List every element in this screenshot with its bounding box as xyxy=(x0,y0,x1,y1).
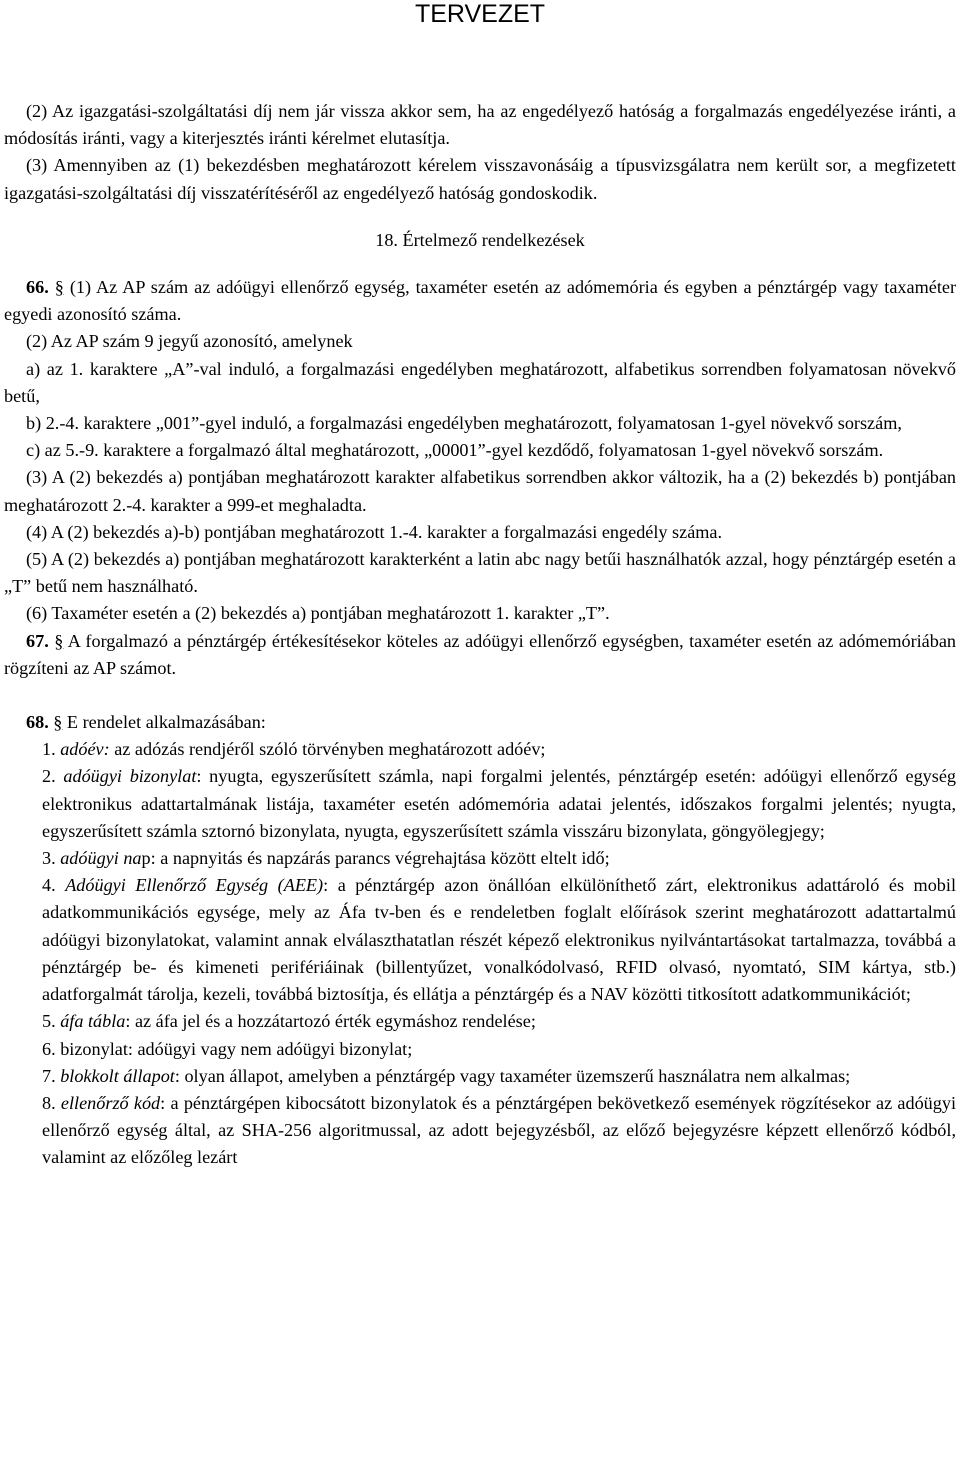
page-header-title: TERVEZET xyxy=(414,0,546,28)
definition-number: 7. xyxy=(42,1065,61,1086)
definition-number: 3. xyxy=(42,848,61,869)
section-66-paragraph-1 xyxy=(4,274,956,328)
definition-term: adóügyi na xyxy=(60,848,142,869)
section-66-number: 66. xyxy=(26,277,49,298)
definition-text: : olyan állapot, amelyben a pénztárgép vagy taxaméter üzemszerű használatra nem alkalmas; xyxy=(174,1065,851,1086)
section-68-number: 68. xyxy=(26,712,49,733)
definition-number: 4. xyxy=(42,875,66,896)
definition-number: 5. xyxy=(42,1011,61,1032)
definition-text: : az áfa jel és a hozzátartozó érték egymáshoz rendelése; xyxy=(125,1011,536,1032)
definition-text: : nyugta, egyszerűsített számla, napi forgalmi jelentés, pénztárgép esetén: adóügyi ellenőrző egység elektronikus adattartalmának listája, taxaméter esetén adómemória adatai jelentés, időszakos forgalmi jelentés; nyugta, egyszerűsített számla sztornó bizonylata, nyugta, egyszerűsített számla visszáru bizonylata, göngyölegjegy; xyxy=(42,766,956,841)
definition-term: áfa tábla xyxy=(60,1011,126,1032)
definition-text: bizonylat: adóügyi vagy nem adóügyi bizonylat; xyxy=(60,1038,413,1059)
section-66-paragraph-5: (5) A (2) bekezdés a) pontjában meghatározott karakterként a latin abc nagy betűi használhatók azzal, hogy pénztárgép esetén a „T” betű nem használható. xyxy=(4,549,956,597)
definition-term: blokkolt állapot xyxy=(60,1065,175,1086)
section-66-point-a: a) az 1. karaktere „A”-val induló, a forgalmazási engedélyben meghatározott, alfabetikus sorrendben folyamatosan növekvő betű, xyxy=(4,358,956,406)
section-66-paragraph-6: (6) Taxaméter esetén a (2) bekezdés a) pontjában meghatározott 1. karakter „T”. xyxy=(26,603,610,624)
section-66-sign: § xyxy=(54,277,64,298)
section-heading: 18. Értelmező rendelkezések xyxy=(375,229,585,250)
section-66-paragraph-2: (2) Az AP szám 9 jegyű azonosító, amelynek xyxy=(26,331,353,352)
definition-term: Adóügyi Ellenőrző Egység (AEE) xyxy=(65,875,324,896)
section-66-point-c: c) az 5.-9. karaktere a forgalmazó által meghatározott, „00001”-gyel kezdődő, folyamatosan 1-gyel növekvő sorszám. xyxy=(26,440,884,461)
section-67-sign: § xyxy=(54,630,64,651)
definition-text: p: a napnyitás és napzárás parancs végrehajtása között eltelt idő; xyxy=(141,848,610,869)
section-66-point-b: b) 2.-4. karaktere „001”-gyel induló, a forgalmazási engedélyben meghatározott, folyamatosan 1-gyel növekvő sorszám, xyxy=(26,413,902,434)
paragraph-fee-not-refunded: (2) Az igazgatási-szolgáltatási díj nem jár vissza akkor sem, ha az engedélyező hatóság a forgalmazás engedélyezése iránti, a módosítás iránti, vagy a kiterjesztés iránti kérelmet elutasítja. xyxy=(4,101,956,149)
definition-item xyxy=(4,1008,956,1035)
definition-item xyxy=(4,1036,956,1063)
section-66-paragraph-3: (3) A (2) bekezdés a) pontjában meghatározott karakter alfabetikus sorrendben akkor változik, ha a (2) bekezdés b) pontjában meghatározott 2.-4. karakter a 999-et meghaladta. xyxy=(4,467,956,515)
definition-text: az adózás rendjéről szóló törvényben meghatározott adóév; xyxy=(109,739,546,760)
section-68-sign: § xyxy=(53,712,63,733)
definition-item xyxy=(4,763,956,845)
definition-term: ellenőrző kód xyxy=(60,1092,161,1113)
section-68-intro-text: E rendelet alkalmazásában: xyxy=(62,712,266,733)
definition-number: 1. xyxy=(42,739,61,760)
section-68-intro xyxy=(4,709,956,736)
definition-item xyxy=(4,1090,956,1172)
section-67-paragraph xyxy=(4,628,956,682)
paragraph-fee-refund: (3) Amennyiben az (1) bekezdésben meghatározott kérelem visszavonásáig a típusvizsgálatra nem került sor, a megfizetett igazgatási-szolgáltatási díj visszatérítéséről az engedélyező hatóság gondoskodik. xyxy=(4,155,956,203)
section-66-paragraph-4: (4) A (2) bekezdés a)-b) pontjában meghatározott 1.-4. karakter a forgalmazási engedély száma. xyxy=(26,521,723,542)
definition-term: adóév: xyxy=(60,739,110,760)
definition-text: : a pénztárgépen kibocsátott bizonylatok és a pénztárgépen bekövetkező események rögzítésekor az adóügyi ellenőrző egység által, az SHA-256 algoritmussal, az adott bejegyzésből, az előző bejegyzésre képzett ellenőrző kódból, valamint az előzőleg lezárt xyxy=(42,1092,957,1168)
definition-item xyxy=(4,872,956,1008)
section-67-text: A forgalmazó a pénztárgép értékesítésekor köteles az adóügyi ellenőrző egységben, taxaméter esetén az adómemóriában rögzíteni az AP számot. xyxy=(4,630,957,678)
section-66-text-1: (1) Az AP szám az adóügyi ellenőrző egység, taxaméter esetén az adómemória és egyben a pénztárgép vagy taxaméter egyedi azonosító száma. xyxy=(4,277,957,325)
definition-item xyxy=(4,736,956,763)
definition-term: adóügyi bizonylat xyxy=(63,766,197,787)
document-body xyxy=(4,98,956,1172)
definition-item xyxy=(4,1063,956,1090)
definition-number: 2. xyxy=(42,766,64,787)
definition-item xyxy=(4,845,956,872)
section-67-number: 67. xyxy=(26,630,49,651)
definition-number: 8. xyxy=(42,1092,61,1113)
definition-number: 6. xyxy=(42,1038,61,1059)
definition-text: : a pénztárgép azon önállóan elkülöníthető zárt, elektronikus adattároló és mobil adatkommunikációs egysége, mely az Áfa tv-ben és e rendeletben foglalt előírások szerint meghatározott adattartalmú adóügyi bizonylatokat, valamint annak elválaszthatatlan részét képező elektronikus nyilvántartásokat tartalmazza, továbbá a pénztárgép be- és kimeneti perifériáinak (billentyűzet, vonalkódolvasó, RFID olvasó, nyomtató, SIM kártya, stb.) adatforgalmát tárolja, kezeli, továbbá biztosítja, és ellátja a pénztárgép és a NAV közötti titkosított adatkommunikációt; xyxy=(42,875,956,1005)
